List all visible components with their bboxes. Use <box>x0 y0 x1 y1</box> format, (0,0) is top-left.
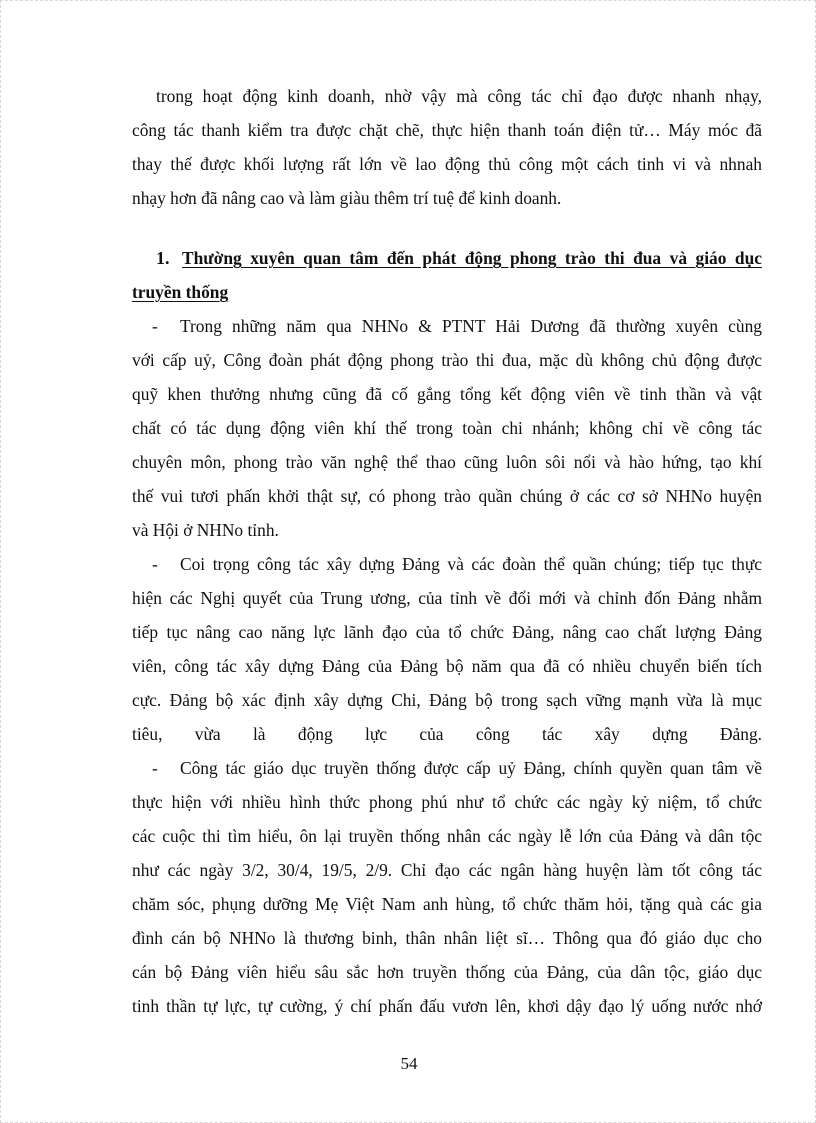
text-line: thế vui tươi phấn khởi thật sự, có phong trào quần chúng ở các cơ sở NHNo huyện <box>132 486 762 506</box>
bullet-dash: - <box>152 758 158 778</box>
text-line: thực hiện với nhiều hình thức phong phú như tổ chức các ngày kỷ niệm, tổ chức <box>132 792 762 812</box>
page-body <box>132 79 762 1023</box>
section-heading <box>132 241 762 309</box>
text-line: như các ngày 3/2, 30/4, 19/5, 2/9. Chỉ đạo các ngân hàng huyện làm tốt công tác <box>132 860 762 880</box>
text-line: tinh thần tự lực, tự cường, ý chí phấn đấu vươn lên, khơi dậy đạo lý uống nước nhớ <box>132 996 762 1016</box>
text-line: chăm sóc, phụng dưỡng Mẹ Việt Nam anh hùng, tổ chức thăm hỏi, tặng quà các gia <box>132 894 762 914</box>
text-line: và Hội ở NHNo tỉnh. <box>132 520 279 540</box>
text-line: chuyên môn, phong trào văn nghệ thể thao cũng luôn sôi nổi và hào hứng, tạo khí <box>132 452 762 472</box>
text-line: trong hoạt động kinh doanh, nhờ vậy mà công tác chỉ đạo được nhanh nhạy, <box>156 86 762 106</box>
bullet-item-2 <box>132 547 762 751</box>
text-line: Trong những năm qua NHNo & PTNT Hải Dương đã thường xuyên cùng <box>180 316 762 336</box>
text-line: thay thế được khối lượng rất lớn về lao động thủ công một cách tinh vi và nhnah <box>132 154 762 174</box>
text-line: tiếp tục nâng cao năng lực lãnh đạo của tổ chức Đảng, nâng cao chất lượng Đảng <box>132 622 762 642</box>
text-line: cực. Đảng bộ xác định xây dựng Chi, Đảng bộ trong sạch vững mạnh vừa là mục <box>132 690 762 710</box>
intro-paragraph <box>132 79 762 215</box>
bullet-item-1 <box>132 309 762 547</box>
page-number: 54 <box>400 1054 418 1073</box>
bullet-dash: - <box>152 316 158 336</box>
text-line: chất có tác dụng động viên khí thế trong toàn chi nhánh; không chỉ về công tác <box>132 418 762 438</box>
text-line: hiện các Nghị quyết của Trung ương, của tỉnh về đổi mới và chỉnh đốn Đảng nhằm <box>132 588 762 608</box>
section-title-line-1: Thường xuyên quan tâm đến phát động phong trào thi đua và giáo dục <box>182 248 762 268</box>
section-title-line-2: truyền thống <box>132 282 229 302</box>
text-line: các cuộc thi tìm hiểu, ôn lại truyền thống nhân các ngày lễ lớn của Đảng và dân tộc <box>132 826 762 846</box>
text-line: nhạy hơn đã nâng cao và làm giàu thêm trí tuệ để kinh doanh. <box>132 188 562 208</box>
text-line: với cấp uỷ, Công đoàn phát động phong trào thi đua, mặc dù không chủ động được <box>132 350 762 370</box>
text-line: quỹ khen thưởng nhưng cũng đã cố gắng tổng kết động viên về tinh thần và vật <box>132 384 762 404</box>
section-number: 1. <box>156 248 170 268</box>
text-line: tiêu, vừa là động lực của công tác xây dựng Đảng. <box>132 724 762 744</box>
text-line: Công tác giáo dục truyền thống được cấp uỷ Đảng, chính quyền quan tâm về <box>180 758 762 778</box>
text-line: đình cán bộ NHNo là thương binh, thân nhân liệt sĩ… Thông qua đó giáo dục cho <box>132 928 762 948</box>
text-line: Coi trọng công tác xây dựng Đảng và các đoàn thể quần chúng; tiếp tục thực <box>180 554 762 574</box>
bullet-item-3 <box>132 751 762 1023</box>
text-line: viên, công tác xây dựng Đảng của Đảng bộ năm qua đã có nhiều chuyển biến tích <box>132 656 762 676</box>
bullet-dash: - <box>152 554 158 574</box>
text-line: công tác thanh kiểm tra được chặt chẽ, thực hiện thanh toán điện tử… Máy móc đã <box>132 120 762 140</box>
text-line: cán bộ Đảng viên hiểu sâu sắc hơn truyền thống của Đảng, của dân tộc, giáo dục <box>132 962 762 982</box>
